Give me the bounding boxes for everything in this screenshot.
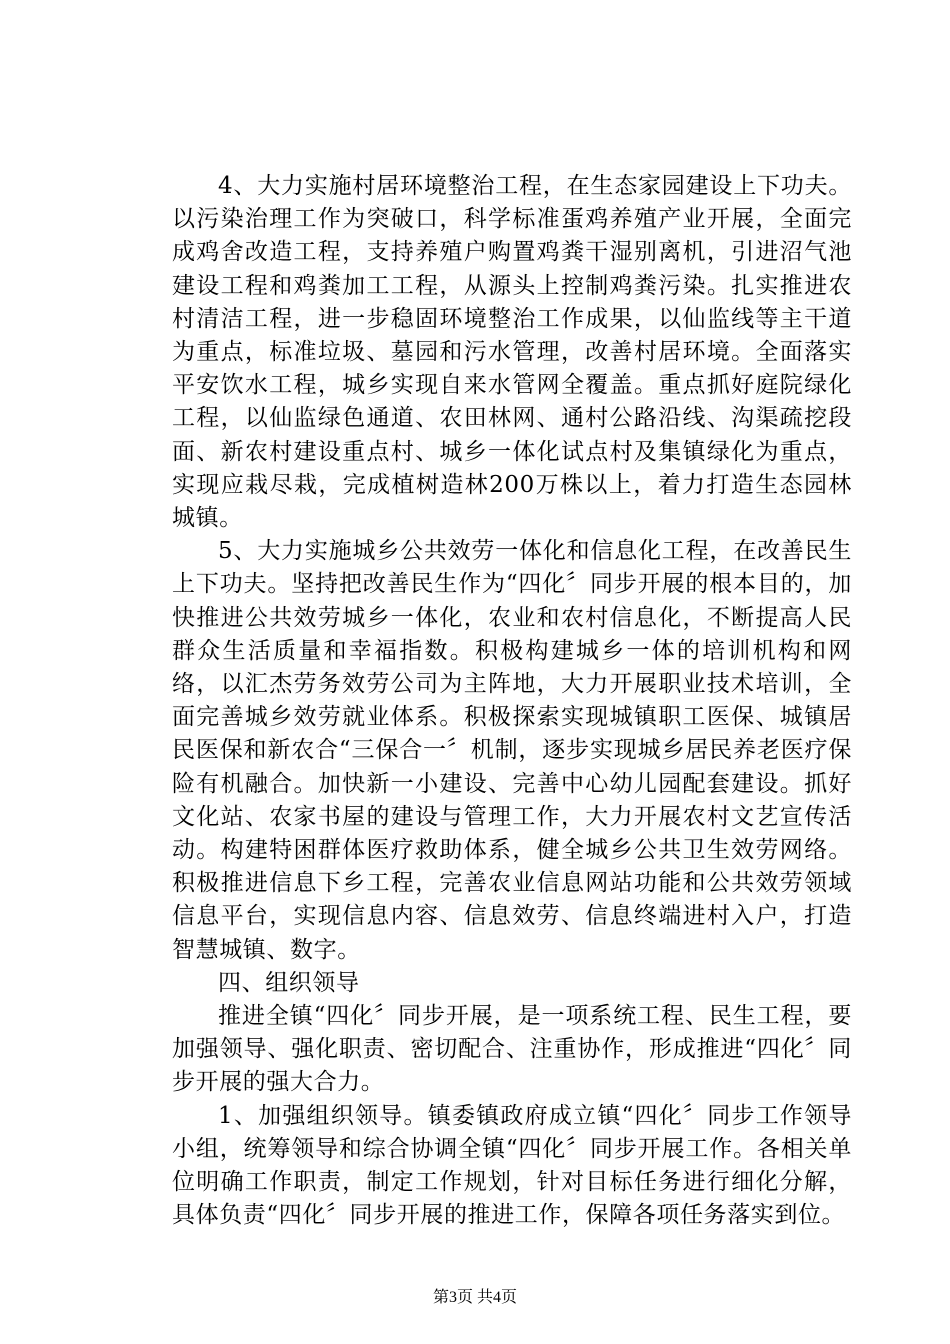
paragraph-item-4: 4、大力实施村居环境整治工程，在生态家园建设上下功夫。以污染治理工作为突破口，科学标准蛋鸡养殖产业开展，全面完成鸡舍改造工程，支持养殖户购置鸡粪干湿别离机，引进沼气池建设工程和鸡粪加工工程，从源头上控制鸡粪污染。扎实推进农村清洁工程，进一步稳固环境整治工作成果，以仙监线等主干道为重点，标准垃圾、墓园和污水管理，改善村居环境。全面落实平安饮水工程，城乡实现自来水管网全覆盖。重点抓好庭院绿化工程，以仙监绿色通道、农田林网、通村公路沿线、沟渠疏挖段面、新农村建设重点村、城乡一体化试点村及集镇绿化为重点，实现应栽尽栽，完成植树造林200万株以上，着力打造生态园林城镇。 xyxy=(172,173,852,532)
paragraph-item-1: 1、加强组织领导。镇委镇政府成立镇“四化〞同步工作领导小组，统筹领导和综合协调全镇“四化〞同步开展工作。各相关单位明确工作职责，制定工作规划，针对目标任务进行细化分解，具体负责“四化〞同步开展的推进工作，保障各项任务落实到位。 xyxy=(172,1102,852,1229)
paragraph-item-5: 5、大力实施城乡公共效劳一体化和信息化工程，在改善民生上下功夫。坚持把改善民生作为“四化〞同步开展的根本目的，加快推进公共效劳城乡一体化，农业和农村信息化，不断提高人民群众生活质量和幸福指数。积极构建城乡一体的培训机构和网络，以汇杰劳务效劳公司为主阵地，大力开展职业技术培训，全面完善城乡效劳就业体系。积极探索实现城镇职工医保、城镇居民医保和新农合“三保合一〞机制，逐步实现城乡居民养老医疗保险有机融合。加快新一小建设、完善中心幼儿园配套建设。抓好文化站、农家书屋的建设与管理工作，大力开展农村文艺宣传活动。构建特困群体医疗救助体系，健全城乡公共卫生效劳网络。积极推进信息下乡工程，完善农业信息网站功能和公共效劳领域信息平台，实现信息内容、信息效劳、信息终端进村入户，打造智慧城镇、数字。 xyxy=(172,538,852,963)
paragraph-section-intro: 推进全镇“四化〞同步开展，是一项系统工程、民生工程，要加强领导、强化职责、密切配合、注重协作，形成推进“四化〞同步开展的强大合力。 xyxy=(172,1003,852,1096)
section-heading-organization: 四、组织领导 xyxy=(218,969,360,996)
document-body xyxy=(172,170,852,1233)
page-footer: 第3页 共4页 xyxy=(432,1289,517,1306)
